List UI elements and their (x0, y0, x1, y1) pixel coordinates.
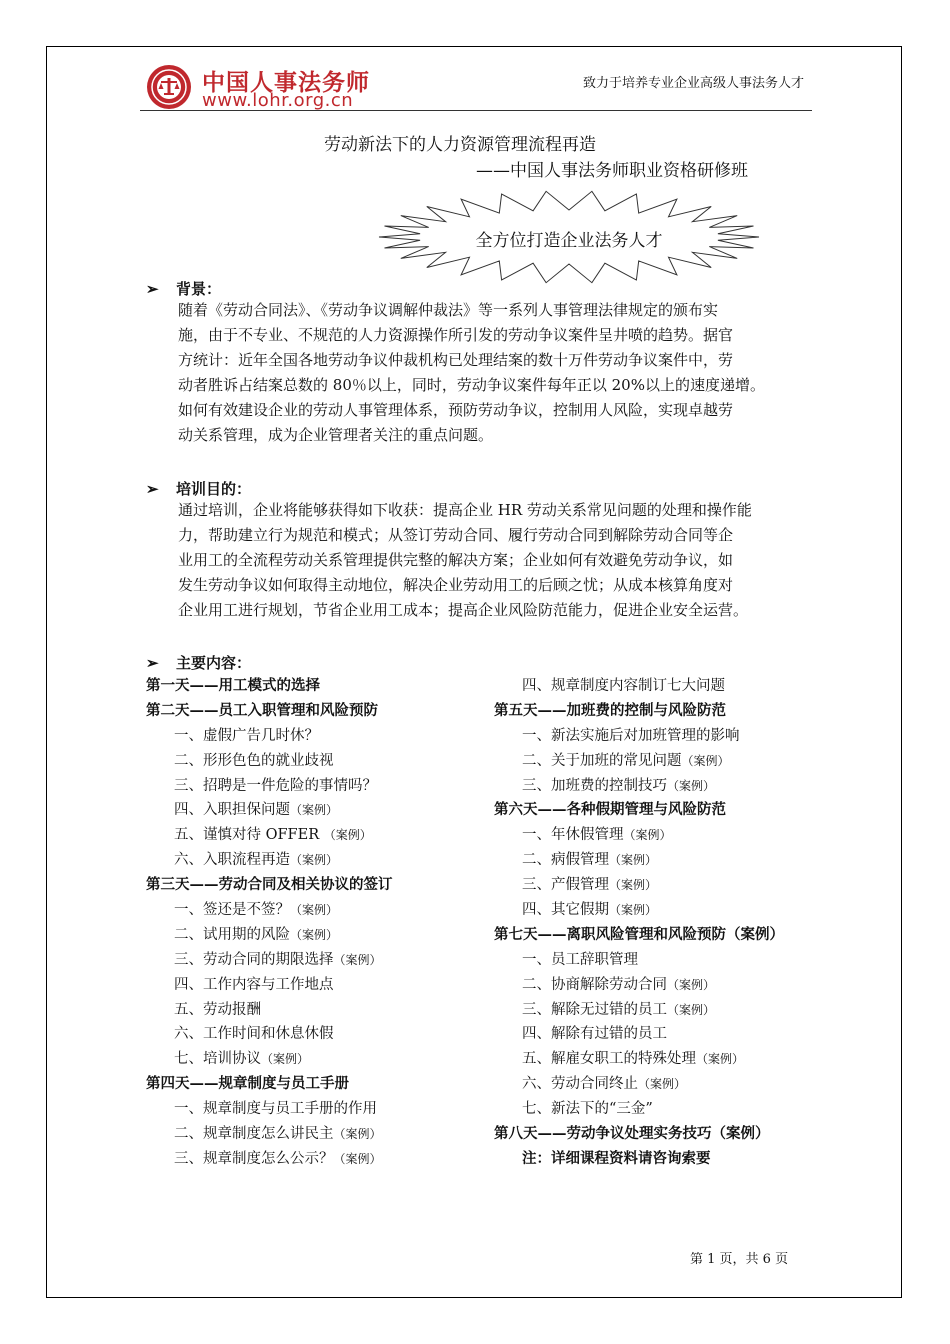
topic-text: 七、新法下的“三金” (522, 1101, 653, 1118)
topic-text: 四、规章制度内容制订七大问题 (522, 678, 725, 694)
topic-text: 二、规章制度怎么讲民主 (174, 1126, 334, 1143)
banner-text: 全方位打造企业法务人才 (475, 231, 663, 251)
goal-paragraph (178, 498, 808, 623)
course-topic (494, 674, 784, 699)
topic-text: 第八天——劳动争议处理实务技巧（案例） (494, 1125, 770, 1143)
logo (146, 62, 406, 114)
topic-text: 一、虚假广告几时休？ (174, 727, 319, 744)
course-topic (494, 724, 784, 749)
course-day (146, 674, 393, 699)
case-tag: （案例） (290, 853, 339, 868)
case-tag: （案例） (696, 1052, 745, 1067)
course-topic (146, 749, 393, 774)
topic-text: 一、规章制度与员工手册的作用 (174, 1101, 377, 1118)
paragraph-line: 企业用工进行规划，节省企业用工成本；提高企业风险防范能力，促进企业安全运营。 (178, 601, 749, 619)
case-tag: （案例） (667, 977, 716, 992)
course-topic (494, 1072, 784, 1097)
course-topic (494, 898, 784, 923)
topic-text: 第四天——规章制度与员工手册 (146, 1075, 349, 1093)
course-day (146, 699, 393, 724)
case-tag: （案例） (609, 878, 658, 893)
header-slogan: 致力于培养专业企业高级人事法务人才 (582, 76, 804, 91)
case-tag: （案例） (609, 853, 658, 868)
course-topic (494, 848, 784, 873)
topic-text: 第六天——各种假期管理与风险防范 (494, 801, 726, 819)
topic-text: 二、形形色色的就业歧视 (174, 752, 334, 769)
topic-text: 四、其它假期 (522, 902, 609, 919)
case-tag: （案例） (333, 952, 382, 967)
paragraph-line: 施，由于不专业、不规范的人力资源操作所引发的劳动争议案件呈井喷的趋势。据官 (178, 326, 734, 344)
topic-text: 五、劳动报酬 (174, 1001, 261, 1018)
course-day (494, 1122, 784, 1147)
page-number: 第 1 页，共 6 页 (690, 1252, 789, 1267)
course-list-right (494, 674, 784, 1172)
document-title: 劳动新法下的人力资源管理流程再造 (324, 135, 596, 155)
course-topic (146, 998, 393, 1023)
case-tag: （案例） (333, 1127, 382, 1142)
topic-text: 注：详细课程资料请咨询索要 (522, 1149, 711, 1167)
paragraph-line: 通过培训，企业将能够获得如下收获：提高企业 HR 劳动关系常见问题的处理和操作能 (178, 501, 752, 519)
arrow-bullet-icon: ➢ (146, 654, 159, 672)
paragraph-line: 方统计：近年全国各地劳动争议仲裁机构已处理结案的数十万件劳动争议案件中，劳 (178, 351, 734, 369)
course-topic (146, 724, 393, 749)
topic-text: 第一天——用工模式的选择 (146, 677, 320, 694)
topic-text: 三、解除无过错的员工 (522, 1001, 667, 1018)
course-day (146, 1072, 393, 1097)
topic-text: 二、关于加班的常见问题 (522, 752, 682, 769)
topic-text: 三、产假管理 (522, 877, 609, 894)
content-heading (146, 652, 251, 673)
topic-text: 三、劳动合同的期限选择 (174, 951, 334, 968)
case-tag: （案例） (290, 803, 339, 818)
course-topic (494, 973, 784, 998)
case-tag: （案例） (667, 1002, 716, 1017)
topic-text: 第三天——劳动合同及相关协议的签订 (146, 876, 393, 894)
seal-icon (146, 64, 192, 110)
topic-text: 五、解雇女职工的特殊处理 (522, 1051, 696, 1068)
topic-text: 一、年休假管理 (522, 827, 624, 844)
topic-text: 六、劳动合同终止 (522, 1076, 638, 1093)
goal-heading (146, 478, 251, 499)
topic-text: 第七天——离职风险管理和风险预防（案例） (494, 925, 784, 943)
topic-text: 三、招聘是一件危险的事情吗？ (174, 777, 377, 794)
topic-text: 二、病假管理 (522, 852, 609, 869)
paragraph-line: 动者胜诉占结案总数的 80％以上，同时，劳动争议案件每年正以 20%以上的速度递增。 (178, 376, 765, 394)
course-topic (494, 1147, 784, 1172)
course-topic (146, 848, 393, 873)
topic-text: 三、加班费的控制技巧 (522, 777, 667, 794)
case-tag: （案例） (609, 903, 658, 918)
case-tag: （案例） (638, 1077, 687, 1092)
topic-text: 六、入职流程再造 (174, 852, 290, 869)
topic-text: 第五天——加班费的控制与风险防范 (494, 701, 726, 719)
course-topic (494, 774, 784, 799)
course-topic (494, 998, 784, 1023)
course-topic (146, 948, 393, 973)
course-list-left (146, 674, 393, 1172)
case-tag: （案例） (290, 903, 339, 918)
content-heading-label: 主要内容： (176, 654, 252, 672)
course-topic (494, 1097, 784, 1122)
arrow-bullet-icon: ➢ (146, 480, 159, 498)
paragraph-line: 业用工的全流程劳动关系管理提供完整的解决方案；企业如何有效避免劳动争议，如 (178, 551, 734, 569)
course-topic (146, 823, 393, 848)
course-topic (494, 948, 784, 973)
logo-url: www.lohr.org.cn (202, 90, 354, 111)
course-topic (146, 1047, 393, 1072)
topic-text: 一、签还是不签？ (174, 902, 290, 919)
course-day (494, 923, 784, 948)
topic-text: 五、谨慎对待 OFFER (174, 827, 324, 844)
background-heading (146, 278, 221, 299)
topic-text: 一、新法实施后对加班管理的影响 (522, 727, 740, 744)
case-tag: （案例） (261, 1052, 310, 1067)
case-tag: （案例） (681, 753, 730, 768)
logo-name: 中国人事法务师 (202, 70, 370, 96)
case-tag: （案例） (290, 927, 339, 942)
course-topic (146, 973, 393, 998)
case-tag: （案例） (333, 1151, 382, 1166)
course-topic (146, 774, 393, 799)
course-topic (494, 873, 784, 898)
case-tag: （案例） (623, 828, 672, 843)
topic-text: 四、工作内容与工作地点 (174, 976, 334, 993)
course-topic (146, 923, 393, 948)
topic-text: 二、协商解除劳动合同 (522, 976, 667, 993)
paragraph-line: 动关系管理，成为企业管理者关注的重点问题。 (178, 426, 494, 444)
topic-text: 四、解除有过错的员工 (522, 1026, 667, 1043)
topic-text: 七、培训协议 (174, 1051, 261, 1068)
document-subtitle: ——中国人事法务师职业资格研修班 (476, 161, 748, 181)
case-tag: （案例） (323, 828, 372, 843)
paragraph-line: 发生劳动争议如何取得主动地位，解决企业劳动用工的后顾之忧；从成本核算角度对 (178, 576, 734, 594)
arrow-bullet-icon: ➢ (146, 280, 159, 298)
course-day (146, 873, 393, 898)
background-paragraph (178, 298, 808, 448)
course-topic (146, 1097, 393, 1122)
topic-text: 三、规章制度怎么公示？ (174, 1150, 334, 1167)
topic-text: 第二天——员工入职管理和风险预防 (146, 701, 378, 719)
course-topic (146, 1122, 393, 1147)
course-topic (494, 1022, 784, 1047)
course-day (494, 798, 784, 823)
course-topic (494, 823, 784, 848)
topic-text: 四、入职担保问题 (174, 802, 290, 819)
course-topic (494, 749, 784, 774)
course-topic (146, 798, 393, 823)
paragraph-line: 力，帮助建立行为规范和模式；从签订劳动合同、履行劳动合同到解除劳动合同等企 (178, 526, 734, 544)
course-topic (146, 1022, 393, 1047)
case-tag: （案例） (667, 778, 716, 793)
header-divider (140, 110, 812, 111)
course-topic (146, 1147, 393, 1172)
topic-text: 六、工作时间和休息休假 (174, 1026, 334, 1043)
course-topic (494, 1047, 784, 1072)
paragraph-line: 随着《劳动合同法》、《劳动争议调解仲裁法》等一系列人事管理法律规定的颁布实 (178, 301, 719, 319)
course-topic (146, 898, 393, 923)
topic-text: 一、员工辞职管理 (522, 951, 638, 968)
goal-heading-label: 培训目的： (176, 480, 252, 498)
topic-text: 二、试用期的风险 (174, 926, 290, 943)
paragraph-line: 如何有效建设企业的劳动人事管理体系，预防劳动争议，控制用人风险，实现卓越劳 (178, 401, 734, 419)
background-heading-label: 背景： (176, 280, 222, 298)
course-day (494, 699, 784, 724)
